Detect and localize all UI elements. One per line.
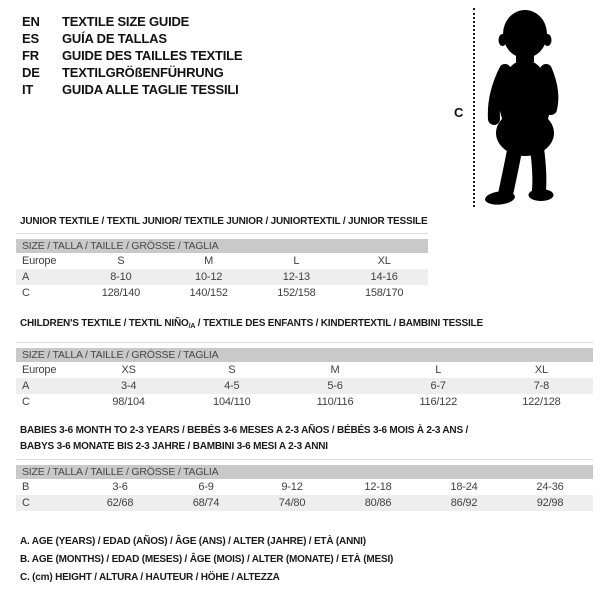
lang-row-de bbox=[22, 64, 242, 81]
height-cell: 68/74 bbox=[192, 497, 220, 509]
junior-size-header-bar: SIZE / TALLA / TAILLE / GRÖSSE / TAGLIA bbox=[16, 239, 428, 253]
size-cell: XL bbox=[377, 255, 391, 267]
height-cell: 128/140 bbox=[101, 287, 141, 299]
row-label: C bbox=[22, 396, 30, 408]
lang-code: EN bbox=[22, 14, 40, 29]
guide-title-en: TEXTILE SIZE GUIDE bbox=[62, 14, 190, 29]
height-cell: 152/158 bbox=[277, 287, 316, 299]
guide-title-es: GUÍA DE TALLAS bbox=[62, 31, 167, 46]
footnote-a: A. AGE (YEARS) / EDAD (AÑOS) / ÂGE (ANS) / ALTER (JAHRE) / ETÀ (ANNI) bbox=[20, 536, 366, 547]
row-label: Europe bbox=[22, 255, 57, 267]
row-label: Europe bbox=[22, 364, 57, 376]
lang-row-en bbox=[22, 13, 242, 30]
lang-row-es bbox=[22, 30, 242, 47]
footnote-b: B. AGE (MONTHS) / EDAD (MESES) / ÂGE (MOIS) / ALTER (MONATE) / ETÀ (MESI) bbox=[20, 554, 394, 565]
lang-row-fr bbox=[22, 47, 242, 64]
children-size-header-bar: SIZE / TALLA / TAILLE / GRÖSSE / TAGLIA bbox=[16, 348, 593, 362]
lang-code: FR bbox=[22, 48, 39, 63]
babies-size-table bbox=[16, 459, 593, 511]
junior-section-title: JUNIOR TEXTILE / TEXTIL JUNIOR/ TEXTILE JUNIOR / JUNIORTEXTIL / JUNIOR TESSILE bbox=[20, 216, 428, 227]
row-label: C bbox=[22, 287, 30, 299]
babies-size-header-bar: SIZE / TALLA / TAILLE / GRÖSSE / TAGLIA bbox=[16, 465, 593, 479]
age-cell: 24-36 bbox=[536, 481, 564, 493]
height-cell: 122/128 bbox=[522, 396, 561, 408]
table-row bbox=[16, 269, 428, 285]
age-cell: 5-6 bbox=[327, 380, 343, 392]
table-row bbox=[16, 479, 593, 495]
lang-code: IT bbox=[22, 82, 34, 97]
guide-title-fr: GUIDE DES TAILLES TEXTILE bbox=[62, 48, 243, 63]
row-label: A bbox=[22, 380, 30, 392]
junior-size-table bbox=[16, 233, 428, 301]
table-row bbox=[16, 285, 428, 301]
children-title-pre: CHILDREN'S TEXTILE / TEXTIL NIÑO bbox=[20, 318, 189, 329]
table-row bbox=[16, 378, 593, 394]
size-cell: M bbox=[330, 364, 340, 376]
size-cell: L bbox=[435, 364, 442, 376]
children-title-post: / TEXTILE DES ENFANTS / KINDERTEXTIL / BAMBINI TESSILE bbox=[195, 318, 483, 329]
height-cell: 80/86 bbox=[364, 497, 392, 509]
age-cell: 18-24 bbox=[450, 481, 478, 493]
age-cell: 3-4 bbox=[120, 380, 137, 392]
age-cell: 14-16 bbox=[370, 271, 398, 283]
size-cell: XL bbox=[534, 364, 548, 376]
height-cell: 104/110 bbox=[213, 396, 251, 408]
height-cell: 92/98 bbox=[536, 497, 564, 509]
footnote-c: C. (cm) HEIGHT / ALTURA / HAUTEUR / HÖHE / ALTEZZA bbox=[20, 572, 280, 583]
size-cell: L bbox=[293, 255, 300, 267]
height-cell: 74/80 bbox=[278, 497, 306, 509]
age-cell: 3-6 bbox=[112, 481, 128, 493]
age-cell: 12-18 bbox=[364, 481, 392, 493]
babies-title-line1: BABIES 3-6 MONTH TO 2-3 YEARS / BEBÉS 3-6 MESES A 2-3 AÑOS / BÉBÉS 3-6 MOIS À 2-3 ANS / bbox=[20, 425, 469, 436]
row-label: B bbox=[22, 481, 30, 493]
age-cell: 6-7 bbox=[430, 380, 446, 392]
age-cell: 6-9 bbox=[198, 481, 214, 493]
lang-code: ES bbox=[22, 31, 39, 46]
age-cell: 9-12 bbox=[281, 481, 303, 493]
children-title-sub: /A bbox=[188, 323, 196, 330]
size-cell: S bbox=[228, 364, 236, 376]
table-row bbox=[16, 394, 593, 410]
babies-section-title bbox=[20, 423, 468, 455]
height-cell: 86/92 bbox=[450, 497, 478, 509]
size-cell: S bbox=[117, 255, 125, 267]
legend-footnotes bbox=[20, 533, 393, 587]
table-row bbox=[16, 253, 428, 269]
table-row bbox=[16, 495, 593, 511]
height-cell: 62/68 bbox=[106, 497, 134, 509]
size-cell: XS bbox=[121, 364, 136, 376]
height-cell: 140/152 bbox=[189, 287, 228, 299]
children-section-title bbox=[20, 316, 483, 335]
height-measure-label: C bbox=[454, 105, 464, 120]
height-cell: 158/170 bbox=[364, 287, 404, 299]
size-cell: M bbox=[204, 255, 214, 267]
age-cell: 12-13 bbox=[282, 271, 310, 283]
age-cell: 4-5 bbox=[224, 380, 240, 392]
age-cell: 10-12 bbox=[195, 271, 223, 283]
baby-silhouette-icon bbox=[479, 8, 574, 210]
row-label: C bbox=[22, 497, 30, 509]
children-size-table bbox=[16, 342, 593, 410]
guide-title-it: GUIDA ALLE TAGLIE TESSILI bbox=[62, 82, 239, 97]
height-cell: 116/122 bbox=[419, 396, 457, 408]
lang-code: DE bbox=[22, 65, 40, 80]
age-cell: 8-10 bbox=[110, 271, 132, 283]
lang-row-it bbox=[22, 81, 242, 98]
guide-title-de: TEXTILGRÖßENFÜHRUNG bbox=[62, 65, 224, 80]
babies-title-line2: BABYS 3-6 MONATE BIS 2-3 JAHRE / BAMBINI 3-6 MESI A 2-3 ANNI bbox=[20, 441, 328, 452]
height-cell: 98/104 bbox=[112, 396, 145, 408]
age-cell: 7-8 bbox=[533, 380, 550, 392]
height-measure-dotted-line bbox=[473, 8, 475, 207]
height-cell: 110/116 bbox=[316, 396, 354, 408]
row-label: A bbox=[22, 271, 30, 283]
language-title-block bbox=[22, 13, 242, 98]
table-row bbox=[16, 362, 593, 378]
